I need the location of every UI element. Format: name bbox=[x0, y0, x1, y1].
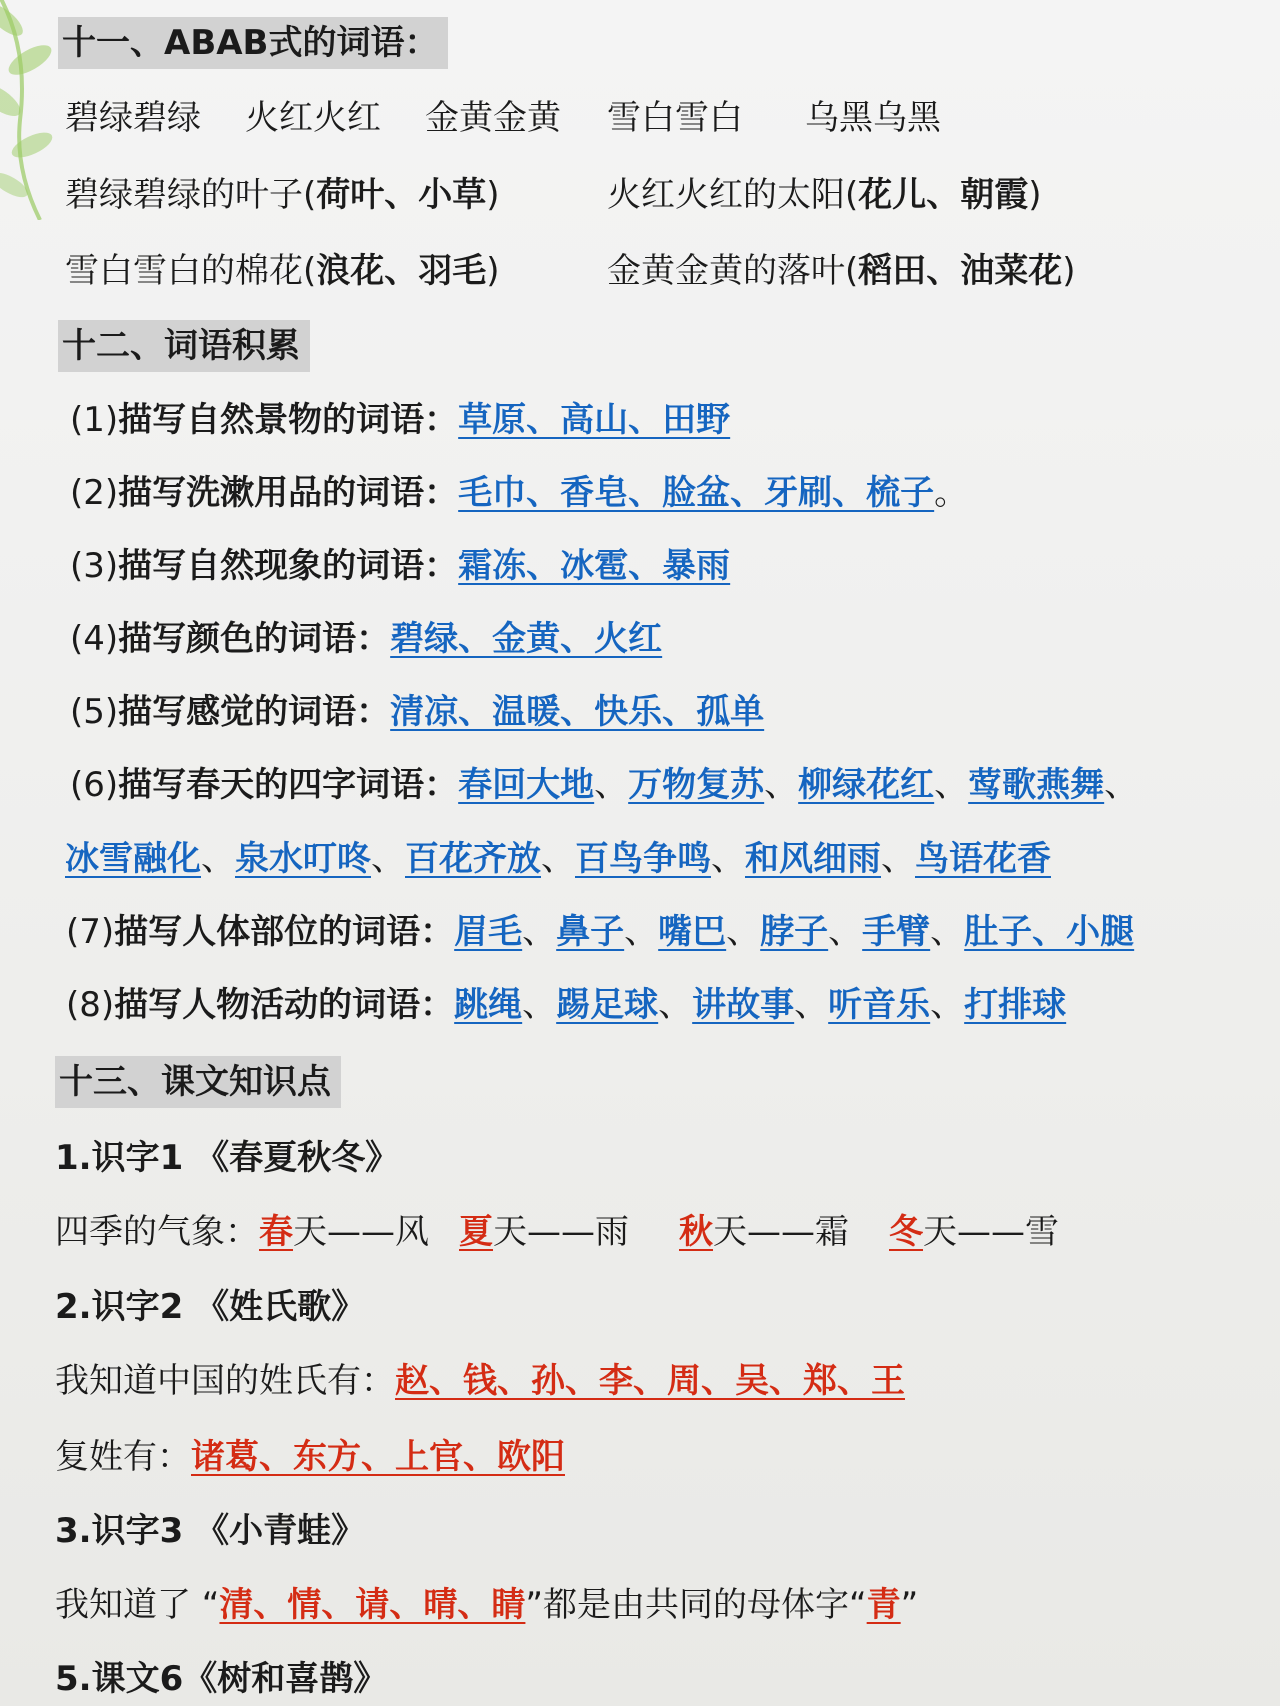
abab-word-1: 碧绿碧绿 bbox=[65, 98, 201, 138]
word-group-8: (8)描写人物活动的词语：跳绳、踢足球、讲故事、听音乐、打排球 bbox=[66, 985, 1067, 1025]
word-group-1: (1)描写自然景物的词语：草原、高山、田野 bbox=[70, 400, 731, 440]
abab-word-2: 火红火红 bbox=[245, 98, 381, 138]
abab-example-2: 火红火红的太阳(花儿、朝霞) bbox=[607, 175, 1042, 215]
word-group-2: (2)描写洗漱用品的词语：毛巾、香皂、脸盆、牙刷、梳子。 bbox=[70, 473, 969, 513]
abab-word-3: 金黄金黄 bbox=[425, 98, 561, 138]
word-group-4: (4)描写颜色的词语：碧绿、金黄、火红 bbox=[70, 619, 663, 659]
compound-surnames-line: 复姓有：诸葛、东方、上官、欧阳 bbox=[55, 1437, 565, 1477]
lesson-heading-3: 3.识字3 《小青蛙》 bbox=[55, 1511, 366, 1551]
lesson-heading-1: 1.识字1 《春夏秋冬》 bbox=[55, 1138, 400, 1178]
abab-example-4: 金黄金黄的落叶(稻田、油菜花) bbox=[607, 251, 1076, 291]
section-11-heading: 十一、ABAB式的词语： bbox=[58, 17, 448, 69]
abab-word-5: 乌黑乌黑 bbox=[805, 98, 941, 138]
seasons-line: 四季的气象：春天——风 夏天——雨 秋天——霜 冬天——雪 bbox=[55, 1212, 1059, 1252]
lesson-heading-5: 5.课文6《树和喜鹊》 bbox=[55, 1659, 388, 1699]
abab-example-1: 碧绿碧绿的叶子(荷叶、小草) bbox=[65, 175, 500, 215]
abab-example-3: 雪白雪白的棉花(浪花、羽毛) bbox=[65, 251, 500, 291]
surnames-line: 我知道中国的姓氏有：赵、钱、孙、李、周、吴、郑、王 bbox=[55, 1361, 905, 1401]
lesson-heading-2: 2.识字2 《姓氏歌》 bbox=[55, 1287, 366, 1327]
word-group-7: (7)描写人体部位的词语：眉毛、鼻子、嘴巴、脖子、手臂、肚子、小腿 bbox=[66, 912, 1135, 952]
section-12-heading: 十二、词语积累 bbox=[58, 320, 310, 372]
word-group-6: (6)描写春天的四字词语：春回大地、万物复苏、柳绿花红、莺歌燕舞、 bbox=[70, 765, 1139, 805]
frog-line: 我知道了 “清、情、请、晴、睛”都是由共同的母体字“青” bbox=[55, 1585, 919, 1625]
section-13-heading: 十三、课文知识点 bbox=[55, 1056, 341, 1108]
word-group-3: (3)描写自然现象的词语：霜冻、冰雹、暴雨 bbox=[70, 546, 731, 586]
word-group-5: (5)描写感觉的词语：清凉、温暖、快乐、孤单 bbox=[70, 692, 765, 732]
word-group-6-cont: 冰雪融化、泉水叮咚、百花齐放、百鸟争鸣、和风细雨、鸟语花香 bbox=[65, 839, 1051, 879]
abab-word-4: 雪白雪白 bbox=[607, 98, 743, 138]
